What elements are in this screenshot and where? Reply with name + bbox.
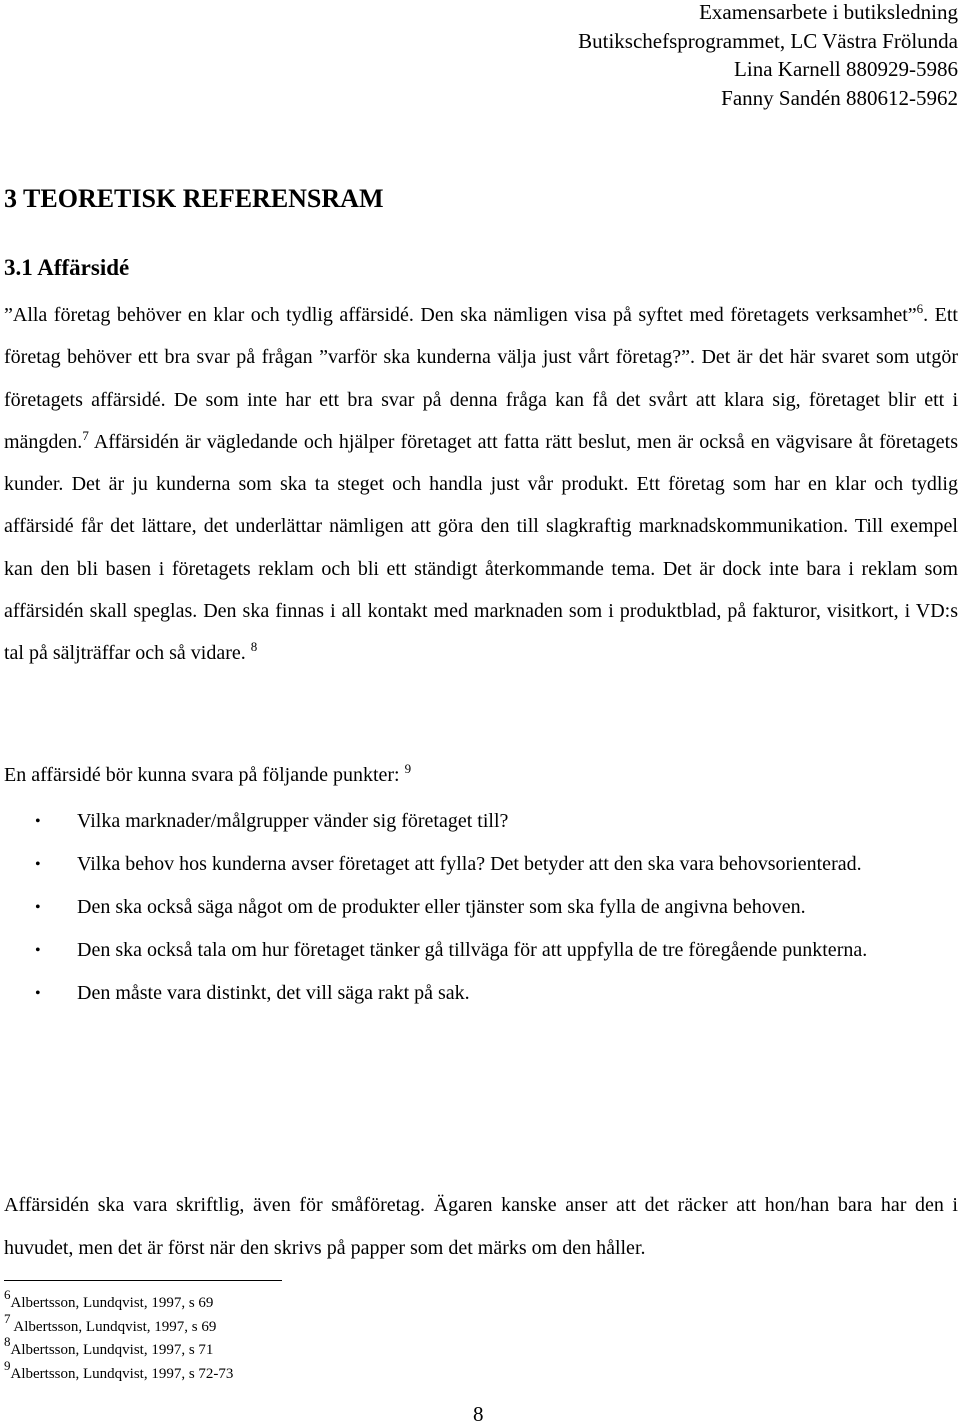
footnote-separator xyxy=(4,1280,282,1281)
footnote-ref-8[interactable]: 8 xyxy=(250,639,258,655)
list-item xyxy=(0,843,958,886)
footnote-ref-7[interactable]: 7 xyxy=(82,428,89,444)
footnote xyxy=(4,1334,233,1363)
list-item xyxy=(0,886,958,929)
list-item xyxy=(0,972,958,1015)
bullet-icon: • xyxy=(35,942,41,959)
list-item xyxy=(0,800,958,843)
footnote-number: 6 xyxy=(4,1287,11,1303)
bullet-icon: • xyxy=(35,856,41,873)
list-item-text: Vilka marknader/målgrupper vänder sig företaget till? xyxy=(77,810,509,832)
list-item-text: Den ska också säga något om de produkter eller tjänster som ska fylla de angivna behoven. xyxy=(77,896,806,918)
section-title: 3.1 Affärsidé xyxy=(4,255,130,280)
list-item-text: Vilka behov hos kunderna avser företaget att fylla? Det betyder att den ska vara behovsorienterad. xyxy=(77,853,862,875)
p1-sentence-2: . Ett företag behöver ett bra svar på frågan ”varför ska kunderna välja just vårt företag?”. Det är det här svaret som utgör företagets affärsidé. De som inte har ett bra svar på denna fråga kan få det svårt att klara sig, företaget blir ett i mängden. xyxy=(4,304,958,453)
p1-sentence-1: ”Alla företag behöver en klar och tydlig affärsidé. Den ska nämligen visa på syftet med företagets verksamhet” xyxy=(4,304,917,326)
body-paragraph-1 xyxy=(4,294,958,675)
page-number: 8 xyxy=(473,1402,484,1426)
lead-text: En affärsidé bör kunna svara på följande punkter: xyxy=(4,764,400,786)
bullet-icon: • xyxy=(35,985,41,1002)
list-item xyxy=(0,929,958,972)
footnote-ref-6[interactable]: 6 xyxy=(916,301,924,317)
footnote-number: 8 xyxy=(4,1334,11,1350)
footnote xyxy=(4,1310,233,1340)
chapter-title: 3 TEORETISK REFERENSRAM xyxy=(4,184,384,213)
footnote-ref-9[interactable]: 9 xyxy=(404,761,412,777)
bullet-icon: • xyxy=(35,899,41,916)
footnote xyxy=(4,1357,234,1387)
body-paragraph-2: Affärsidén ska vara skriftlig, även för småföretag. Ägaren kanske anser att det räcker att hon/han bara har den i huvudet, men det är först när den skrivs på papper som det märks om den håller. xyxy=(4,1194,958,1259)
list-lead-in xyxy=(4,754,411,796)
list-item-text: Den ska också tala om hur företaget tänker gå tillväga för att uppfylla de tre föregående punkterna. xyxy=(77,939,868,961)
header-program: Butikschefsprogrammet, LC Västra Frölunda xyxy=(578,28,958,53)
footnote-number: 7 xyxy=(4,1310,11,1326)
header-course: Examensarbete i butiksledning xyxy=(699,0,958,24)
list-item-text: Den måste vara distinkt, det vill säga rakt på sak. xyxy=(77,982,470,1004)
page-header xyxy=(578,0,958,112)
footnote-text: Albertsson, Lundqvist, 1997, s 71 xyxy=(10,1342,214,1358)
header-author-1: Lina Karnell 880929-5986 xyxy=(734,57,958,81)
footnotes xyxy=(4,1287,234,1386)
bullet-list xyxy=(0,800,958,1015)
footnote-text: Albertsson, Lundqvist, 1997, s 72-73 xyxy=(10,1365,234,1382)
footnote-number: 9 xyxy=(4,1357,11,1373)
footnote xyxy=(4,1287,233,1316)
header-author-2: Fanny Sandén 880612-5962 xyxy=(721,85,958,110)
bullet-icon: • xyxy=(35,813,41,830)
footnote-text: Albertsson, Lundqvist, 1997, s 69 xyxy=(10,1295,214,1311)
p1-sentence-3: Affärsidén är vägledande och hjälper företaget att fatta rätt beslut, men är också en vägvisare åt företagets kunder. Det är ju kunderna som ska ta steget och handla just vår produkt. Ett företag som har en klar och tydlig affärsidé får det lättare, det underlättar nämligen att göra den till slagkraftig marknadskommunikation. Till exempel kan den bli basen i företagets reklam och bli ett ständigt återkommande tema. Det är dock inte bara i reklam som affärsidén skall speglas. Den ska finnas i all kontakt med marknaden som i produktblad, på fakturor, visitkort, i VD:s tal på säljträffar och så vidare. xyxy=(4,430,958,665)
footnote-text: Albertsson, Lundqvist, 1997, s 69 xyxy=(10,1318,217,1335)
